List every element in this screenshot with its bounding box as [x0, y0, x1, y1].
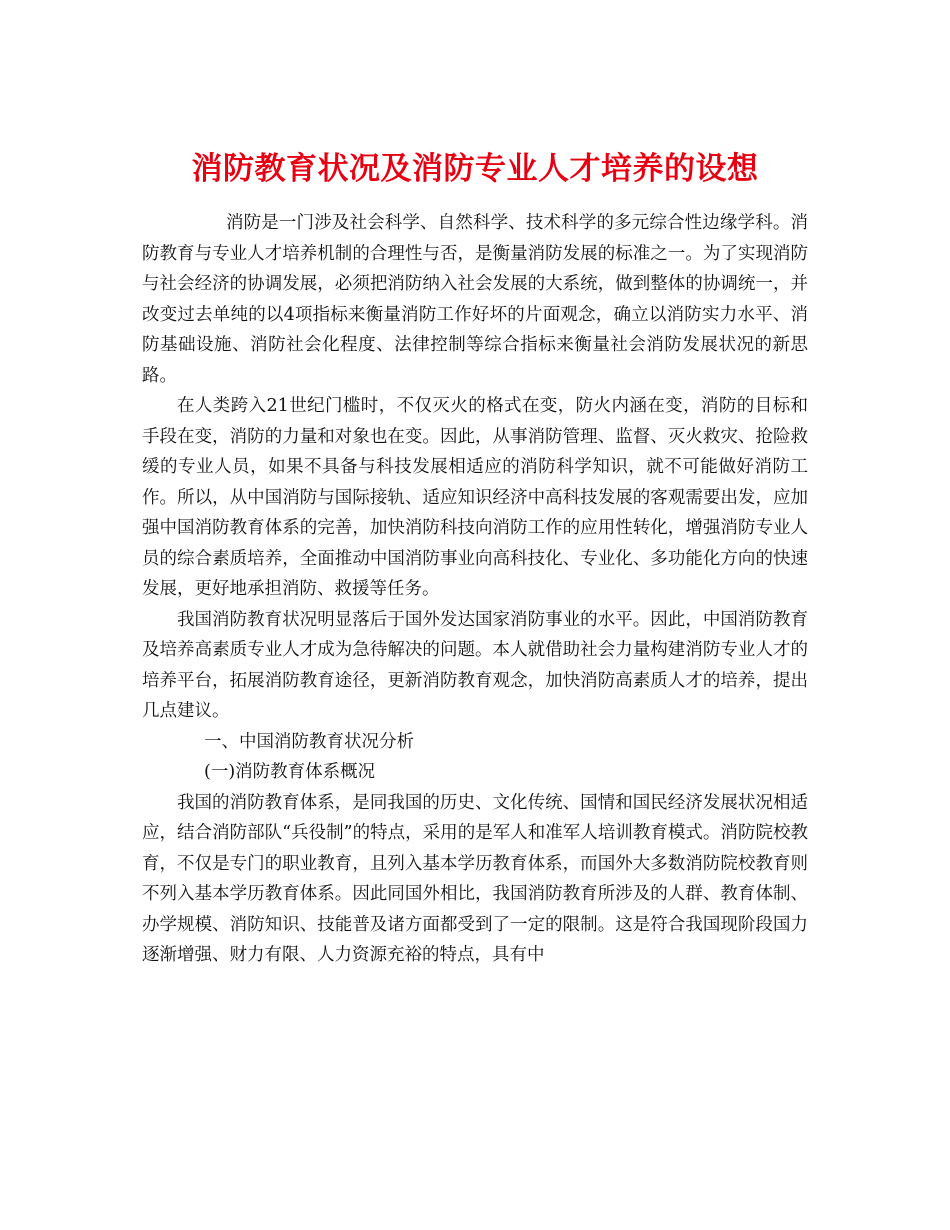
paragraph-status: 我国消防教育状况明显落后于国外发达国家消防事业的水平。因此，中国消防教育及培养高素质专业人才成为急待解决的问题。本人就借助社会力量构建消防专业人才的培养平台，拓展消防教育途径，更新消防教育观念，加快消防高素质人才的培养，提出几点建议。 — [142, 609, 808, 721]
paragraph-intro: 消防是一门涉及社会科学、自然科学、技术科学的多元综合性边缘学科。消防教育与专业人才培养机制的合理性与否，是衡量消防发展的标准之一。为了实现消防与社会经济的协调发展，必须把消防纳入社会发展的大系统，做到整体的协调统一，并改变过去单纯的以4项指标来衡量消防工作好坏的片面观念，确立以消防实力水平、消防基础设施、消防社会化程度、法律控制等综合指标来衡量社会消防发展状况的新思路。 — [142, 213, 808, 386]
document-body — [142, 208, 808, 971]
page-title: 消防教育状况及消防专业人才培养的设想 — [191, 150, 759, 187]
subsection-heading: (一)消防教育体系概况 — [204, 762, 376, 782]
paragraph-education-system: 我国的消防教育体系，是同我国的历史、文化传统、国情和国民经济发展状况相适应，结合消防部队“兵役制”的特点，采用的是军人和准军人培训教育模式。消防院校教育，不仅是专门的职业教育，且列入基本学历教育体系，而国外大多数消防院校教育则不列入基本学历教育体系。因此同国外相比，我国消防教育所涉及的人群、教育体制、办学规模、消防知识、技能普及诸方面都受到了一定的限制。这是符合我国现阶段国力逐渐增强、财力有限、人力资源充裕的特点，具有中 — [142, 792, 808, 965]
paragraph-21st-century: 在人类跨入21世纪门槛时，不仅灭火的格式在变，防火内涵在变，消防的目标和手段在变，消防的力量和对象也在变。因此，从事消防管理、监督、灭火救灾、抢险救缓的专业人员，如果不具备与科技发展相适应的消防科学知识，就不可能做好消防工作。所以，从中国消防与国际接轨、适应知识经济中高科技发展的客观需要出发，应加强中国消防教育体系的完善，加快消防科技向消防工作的应用性转化，增强消防专业人员的综合素质培养，全面推动中国消防事业向高科技化、专业化、多功能化方向的快速发展，更好地承担消防、救援等任务。 — [142, 396, 808, 599]
section-heading: 一、中国消防教育状况分析 — [204, 731, 414, 752]
